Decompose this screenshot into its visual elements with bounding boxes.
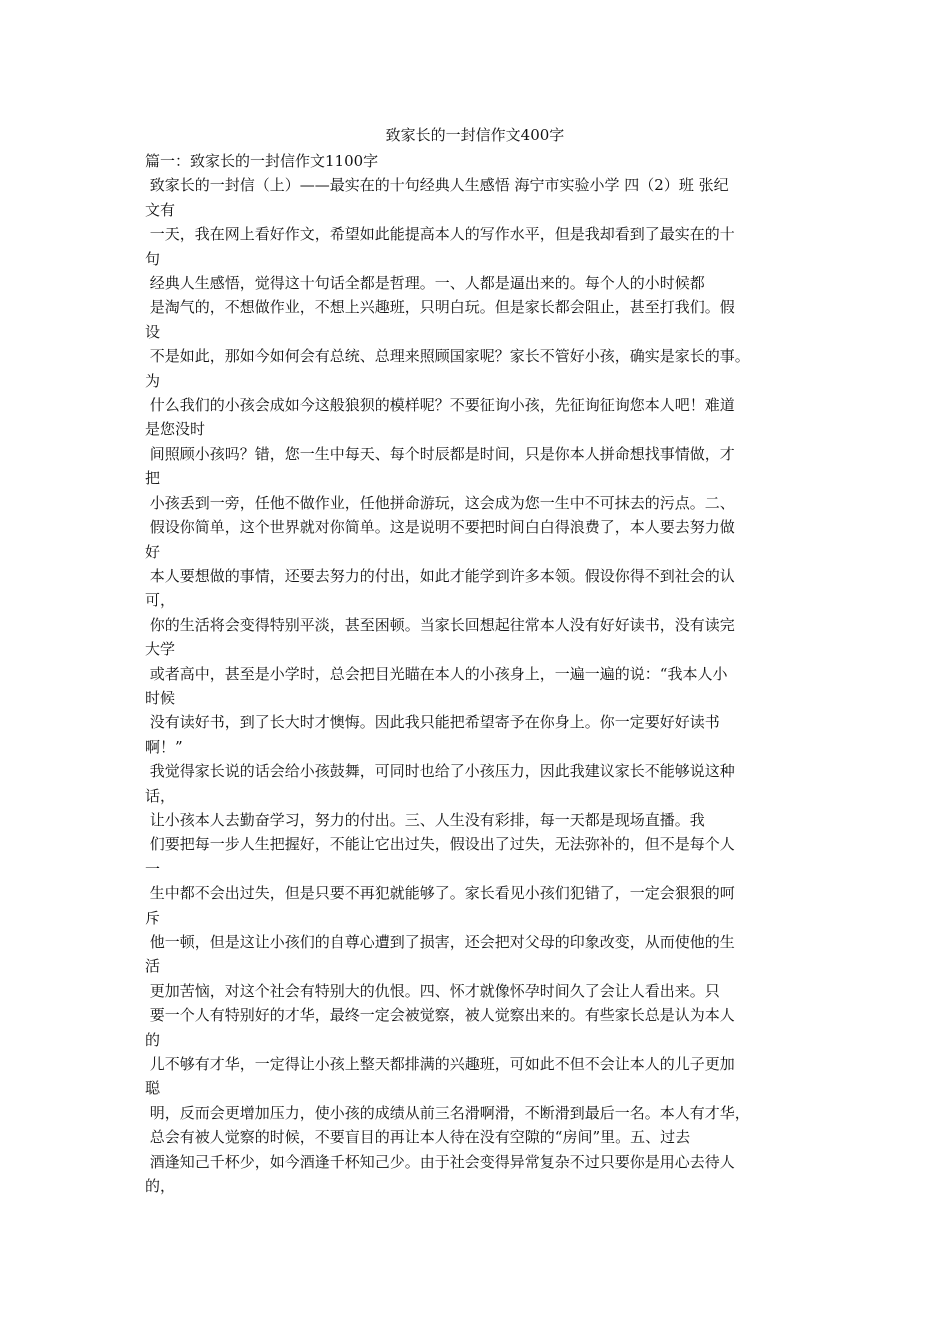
text-line: 斥: [145, 908, 161, 927]
text-line: 什么我们的小孩会成如今这般狼狈的模样呢？不要征询小孩，先征询征询您本人吧！难道: [145, 396, 735, 415]
text-line: 没有读好书，到了长大时才懊悔。因此我只能把希望寄予在你身上。你一定要好好读书: [145, 713, 720, 732]
text-line: 设: [145, 322, 161, 341]
text-line: 生中都不会出过失，但是只要不再犯就能够了。家长看见小孩们犯错了，一定会狠狠的呵: [145, 884, 735, 903]
text-line: 或者高中，甚至是小学时，总会把目光瞄在本人的小孩身上，一遍一遍的说：“我本人小: [145, 664, 728, 683]
text-line: 啊！”: [145, 737, 183, 756]
document-title: 致家长的一封信作文400字: [385, 126, 565, 144]
text-line: 小孩丢到一旁，任他不做作业，任他拼命游玩，这会成为您一生中不可抹去的污点。二、: [145, 493, 735, 512]
text-line: 把: [145, 469, 161, 488]
text-line: 致家长的一封信（上）——最实在的十句经典人生感悟 海宁市实验小学 四（2）班 张纪: [145, 176, 729, 195]
document-body: [145, 149, 825, 1198]
text-line: 要一个人有特别好的才华，最终一定会被觉察，被人觉察出来的。有些家长总是认为本人: [145, 1006, 735, 1025]
text-line: 为: [145, 371, 161, 390]
text-line: 可，: [145, 591, 176, 610]
text-line: 不是如此，那如今如何会有总统、总理来照顾国家呢？家长不管好小孩，确实是家长的事。: [145, 347, 750, 366]
text-line: 儿不够有才华，一定得让小孩上整天都排满的兴趣班，可如此不但不会让本人的儿子更加: [145, 1055, 735, 1074]
text-line: 经典人生感悟，觉得这十句话全都是哲理。一、人都是逼出来的。每个人的小时候都: [145, 274, 705, 293]
text-line: 你的生活将会变得特别平淡，甚至困顿。当家长回想起往常本人没有好好读书，没有读完: [145, 615, 735, 634]
text-line: 话，: [145, 786, 176, 805]
text-line: 篇一：致家长的一封信作文1100字: [145, 152, 379, 170]
text-line: 本人要想做的事情，还要去努力的付出，如此才能学到许多本领。假设你得不到社会的认: [145, 566, 735, 585]
text-line: 假设你简单，这个世界就对你简单。这是说明不要把时间白白得浪费了，本人要去努力做: [145, 518, 735, 537]
text-line: 大学: [145, 640, 176, 659]
text-line: 活: [145, 957, 161, 976]
text-line: 我觉得家长说的话会给小孩鼓舞，可同时也给了小孩压力，因此我建议家长不能够说这种: [145, 762, 735, 781]
text-line: 聪: [145, 1079, 161, 1098]
text-line: 总会有被人觉察的时候，不要盲目的再让本人待在没有空隙的“房间”里。五、过去: [145, 1128, 691, 1147]
text-line: 他一顿，但是这让小孩们的自尊心遭到了损害，还会把对父母的印象改变，从而使他的生: [145, 933, 735, 951]
text-line: 让小孩本人去勤奋学习，努力的付出。三、人生没有彩排，每一天都是现场直播。我: [145, 810, 705, 829]
text-line: 更加苦恼，对这个社会有特别大的仇恨。四、怀才就像怀孕时间久了会让人看出来。只: [145, 981, 720, 1000]
text-line: 酒逢知己千杯少，如今酒逢千杯知己少。由于社会变得异常复杂不过只要你是用心去待人: [145, 1152, 735, 1171]
text-line: 一: [145, 859, 161, 878]
text-line: 时候: [145, 688, 176, 707]
text-line: 明，反而会更增加压力，使小孩的成绩从前三名滑啊滑，不断滑到最后一名。本人有才华，: [145, 1103, 750, 1122]
text-line: 好: [145, 542, 161, 561]
text-line: 一天，我在网上看好作文，希望如此能提高本人的写作水平，但是我却看到了最实在的十: [145, 225, 735, 244]
text-line: 是淘气的，不想做作业，不想上兴趣班，只明白玩。但是家长都会阻止，甚至打我们。假: [145, 298, 735, 317]
text-line: 句: [145, 249, 161, 268]
text-line: 文有: [145, 200, 176, 219]
text-line: 间照顾小孩吗？错，您一生中每天、每个时辰都是时间，只是你本人拼命想找事情做，才: [145, 444, 735, 463]
text-line: 的，: [145, 1177, 176, 1196]
text-line: 的: [145, 1030, 161, 1049]
text-line: 是您没时: [145, 420, 206, 439]
text-line: 们要把每一步人生把握好，不能让它出过失，假设出了过失，无法弥补的，但不是每个人: [145, 835, 735, 854]
